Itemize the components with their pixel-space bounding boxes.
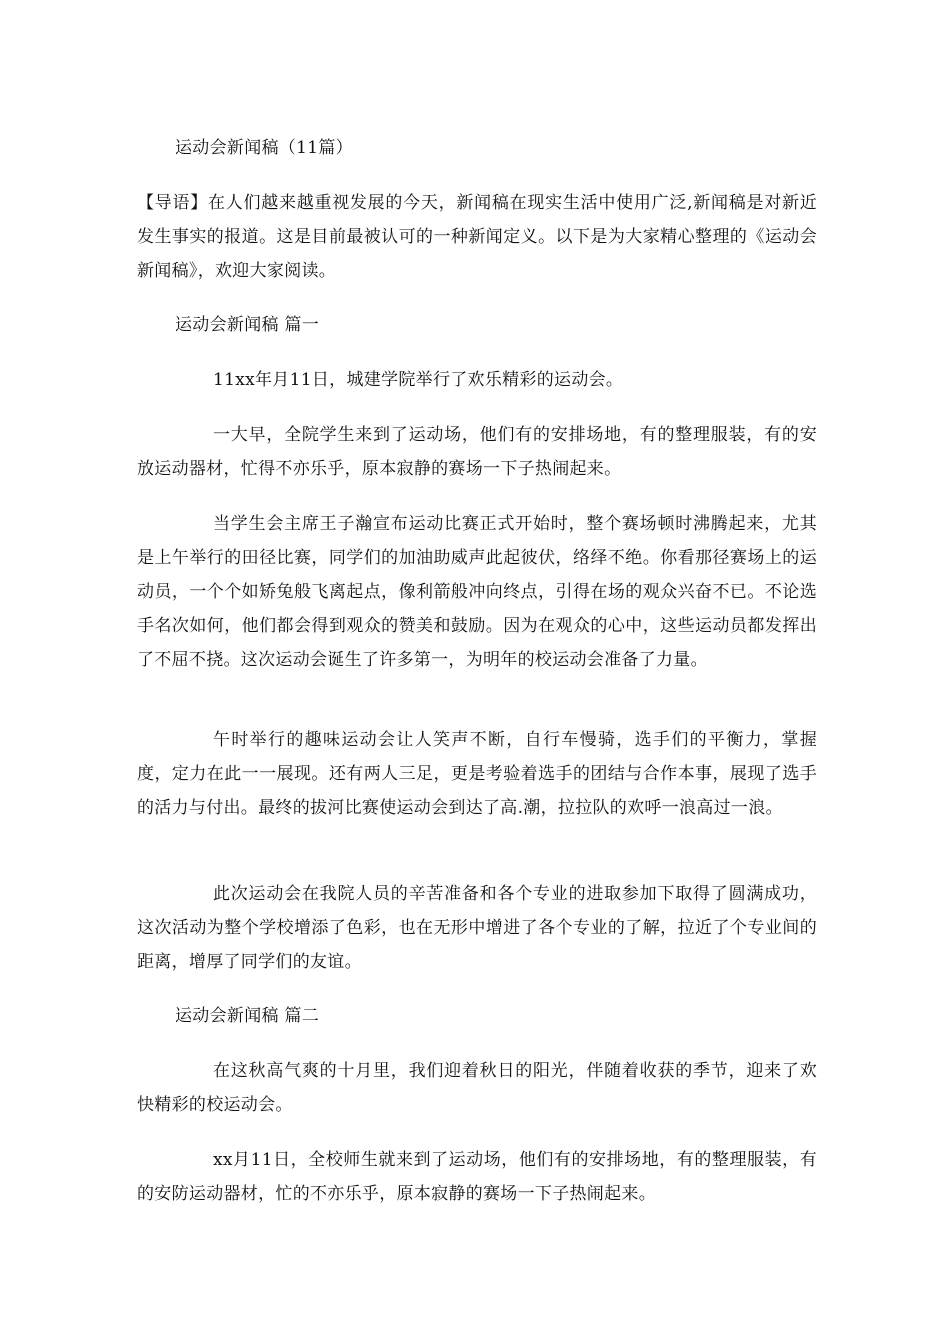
section1-paragraph-5: 此次运动会在我院人员的辛苦准备和各个专业的进取参加下取得了圆满成功，这次活动为整个学校增添了色彩，也在无形中增进了各个专业的了解，拉近了个专业间的距离，增厚了同学们的友谊。 (137, 884, 817, 972)
section1-paragraph-3: 当学生会主席王子瀚宣布运动比赛正式开始时，整个赛场顿时沸腾起来，尤其是上午举行的田径比赛，同学们的加油助威声此起彼伏，络绎不绝。你看那径赛场上的运动员，一个个如矫兔般飞离起点，像利箭般冲向终点，引得在场的观众兴奋不已。不论选手名次如何，他们都会得到观众的赞美和鼓励。因为在观众的心中，这些运动员都发挥出了不屈不挠。这次运动会诞生了许多第一，为明年的校运动会准备了力量。 (137, 514, 817, 670)
section1-heading: 运动会新闻稿 篇一 (175, 315, 320, 335)
section2-paragraph-2: xx月11日，全校师生就来到了运动场，他们有的安排场地，有的整理服装，有的安防运动器材，忙的不亦乐乎，原本寂静的赛场一下子热闹起来。 (137, 1150, 817, 1204)
intro-paragraph: 【导语】在人们越来越重视发展的今天，新闻稿在现实生活中使用广泛,新闻稿是对新近发生事实的报道。这是目前最被认可的一种新闻定义。以下是为大家精心整理的《运动会新闻稿》，欢迎大家阅读。 (137, 193, 817, 281)
section2-heading: 运动会新闻稿 篇二 (175, 1006, 320, 1026)
section1-paragraph-1: 11xx年月11日，城建学院举行了欢乐精彩的运动会。 (213, 370, 624, 390)
section1-paragraph-2: 一大早，全院学生来到了运动场，他们有的安排场地，有的整理服装，有的安放运动器材，忙得不亦乐乎，原本寂静的赛场一下子热闹起来。 (137, 425, 817, 479)
document-title: 运动会新闻稿（11篇） (175, 138, 353, 158)
section2-paragraph-1: 在这秋高气爽的十月里，我们迎着秋日的阳光，伴随着收获的季节，迎来了欢快精彩的校运动会。 (137, 1061, 817, 1115)
section1-paragraph-4: 午时举行的趣味运动会让人笑声不断，自行车慢骑，选手们的平衡力，掌握度，定力在此一一展现。还有两人三足，更是考验着选手的团结与合作本事，展现了选手的活力与付出。最终的拔河比赛使运动会到达了高.潮，拉拉队的欢呼一浪高过一浪。 (137, 730, 817, 818)
